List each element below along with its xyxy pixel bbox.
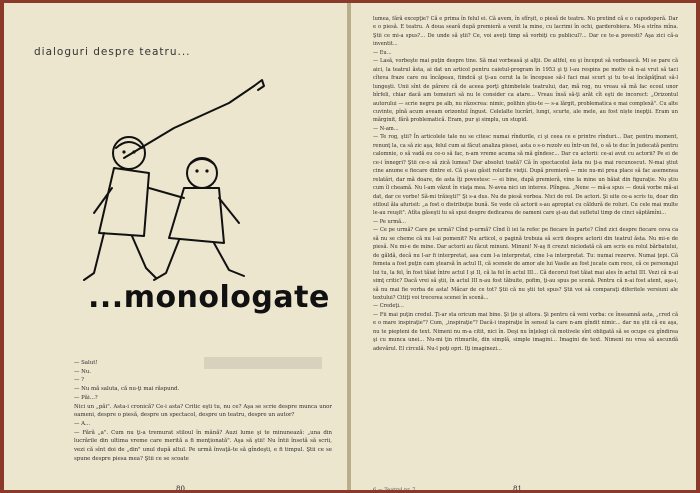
text-paragraph: — Ce pe urmă? Care pe urmă? Cînd p-urmă? Cînd îi iei la refec pe fiecare în parte? Cînd zici despre fiecare ceva ca să nu se cheme că nu l-ai pomenit? Nu articol, o pagină trebuia să scrii despre actorii din teatrul ăsta. Nu mi-e de piesă. Nu mi-e de mine. Dar actorii au făcut minuni. Minuni! N-aş fi crezut niciodată că am scris eu rolul bărbatului, de găldă, decă nu l-ar fi interpretat, asa cum l-a interpretat, cine l-a interpretat. Tu: numai rezerve. Numai ţepi. Că femeia a fost puţin cam ştearsă în actul II, că scenele de amor ale lui Vasile au fost jucate cam rece, că ce personajul lui tu, la fel, în fost tăiat între actul I şi II, că la fel în actul III... Că decorul fost tăiat mai ales în actul III. Vezi că n-ai simţ critic? Dacă vrei să ştii, în actul III n-au fost tăbuite, pofim, ţi-au spus pe scenă. Pentru că n-ai fost atent, aşa-i, să nu mai fie vorba de asta! Măcar de ce tot? Ştii că nu ştii tot spus? Ştii voi să comparaţi diferitele versiuni ale textului? Citiţi voi trecerea scenei în scenă... — [373, 227, 678, 301]
book-spread — [4, 3, 696, 490]
text-paragraph: — Te rog, ştii? În articolele tale nu se citesc numai rîndurile, ci şi ceea ce e printre rînduri... Dar, pentru moment, renunţ la, ca să zic aşa, felul cum ai făcut analiza piesei, asta o s-o rezolv eu într-un fel, o să te duc în judecată pentru calomnie, o să vadă eu ce-o să fac, n-am vreme acuma să mă gîndesc... Dar cu actorii: ce-ai avut cu actorii? Pe ei de ce-i înnegri? Ştii ce-o să zică lumea? Dar absolut toată? Că în spectacolul ăsta nu ţi-a mai recunoscut. N-mai ştiut cine anume e fiecare dintre ei. Că şi-au găsit rolurile vieţii. După premieră — mie nu-mi prea place să fac asemenea relatări, dar mă doare, de asta îţi povestesc — ei bine, după premieră, vine la mine un băiat din figuraţie. Nu ştiu cum îl cheamă. Nu l-am văzut în viaţa mea. N-avea nici un interes. Plîngea. „Nene — mă-a spus — două vorbe mă-ai dat, dar ce vorbe! Să-mi trăieşti!" Şi s-a dus. Nu de piesă vorbea. Nici de rol. De actori. Şi uite ce-a scris tu, doar din stiloul ăla afurisit: „a fost o distribuţie bună. Se vede că actorii s-au apropiat cu căldură de roluri. Cu cele mai multe le-au reuşit". Atîta găseşti tu să spui despre dedicarea de oameni care şi-au dat sufletul timp de cinci săptămîni... — [373, 134, 678, 217]
right-page — [351, 3, 696, 490]
text-line: — Eu... — [373, 49, 392, 56]
section-header: dialoguri despre teatru... — [34, 46, 191, 58]
text-line: — N-am... — [373, 125, 399, 132]
text-line: — Pe urmă... — [373, 218, 406, 225]
text-paragraph: — Fii mai puţin credul. Ţi-ar sta oricum mai bine. Şi ţie şi altora. Şi pentru că veni vorba: ce înseamnă asta, „cred că e o mare inspiraţie"? Cum, „inspiraţie"? Dacă-i inspiraţie în sensul la care n-am gîndit nimic... dar nu ştii că eu aşa, nu te piepteni de text. Nimeni nu m-a citit, nici în. Deşi nu înţelegi că motivele sînt obligată să se ocupe cu gîndirea şi cu munca unei... Nu-mi ţin ritmurile, din simplă, simple imagini... Imagini de text. Nimeni nu vrea să ascundă adevărul. El circulă. Nu-l poţi opri. Iţi imaginezi... — [373, 311, 678, 352]
text-line: — Credeţi... — [373, 303, 404, 310]
text-line: — ? — [74, 377, 84, 384]
text-paragraph: lumea, fără excepţie? Că e prima în felul ei. Că avem, în sfîrşit, o piesă de teatru. Nu pretind că e o capodoperă. Dar e o piesă. E teatru. A doua seară după premieră a venit la mine, cu lacrimi în ochi, garderobiera. Mi-a strîns mîna. Ştii ce mi-a spus?... De unde să ştii? Ce, voi aveţi timp să vorbiţi cu publicul?... Dar ce te-a povesti? Aşa zici că-a inventit... — [373, 16, 678, 48]
page-number-left: 80 — [176, 485, 185, 490]
text-line: — Nu. — [74, 368, 92, 375]
page-footer: 6 — Teatrul nr. 7 — [373, 487, 416, 490]
page-number-right: 81 — [513, 485, 522, 490]
text-paragraph: Nici un „păi". Asta-i cronică? Ce-i asta? Critic eşti tu, nu ce? Aşa se scrie despre munca unor oameni, despre o piesă, despre un spectacol, despre un teatru, despre un autor? — [74, 403, 332, 419]
text-line: — Salut! — [74, 360, 98, 366]
left-page — [4, 3, 347, 490]
text-paragraph: — Fără „a". Cum nu ţi-a tremurat stiloul în mână? Auzi lume şi te minunează: „una din lucrările din ultima vreme care merită a fi menţionată". Aşa să ştii! Nu întii însetă să scrii, vezi că sînt doi de „din" unul după altul. Pe urmă învaţă-te să gîndeşti, e fi timpul. Ştii ce se spune despre piesa mea? Ştii ce se scoate — [74, 429, 332, 462]
left-article-text — [74, 359, 332, 463]
text-line: — A... — [74, 420, 91, 427]
cartoon-illustration — [54, 58, 294, 288]
right-article-text — [373, 15, 678, 353]
text-line: — Nu mă saluta, că nu-ţi mai răspund. — [74, 386, 180, 393]
text-paragraph: — Lasă, vorbeşte mai puţin despre tine. Să mai vorbeasă şi alţii. De altfel, eu şi început să vorbească. Mi se pare că aici, la teatrul ăsta, ai dat un articol pentru caietul-program în 1953 şi ţi l-au respins pe motiv că n-ai vrut să taci cîteva fraze care nu încăpeau, fiindcă şi ţi-au cerut la le începuse să-l faci mai scurt şi tu te-ai încăpăţînat să-l lungeşti. Unii sînt de părere că de aceea porţi ghimbetele teatrului, dar, mă rog, nu vreau să mă fac ecoul unor bîrfeli, chiar dacă am temeiuri să nu le consider ca atare... Vreau însă să-ţi arăt cît eşti de incorect: „Orizontul autorului — scrie negru pe alb, nu răzocrea: nimic, polihin ştiu-te — s-a lărgit, problematica e mai complexă". Cu alte cuvinte, pînă acum aveam orizontul îngust. Celelalte lucrări, lungi, scurte, ale mele, au fost niște inepţii. Eram un mărginit, fără problematică. Eram, pur şi simplu, un stupid. — [373, 58, 678, 124]
text-line: — Păi...? — [74, 394, 98, 401]
article-title: ...monologate — [88, 280, 330, 315]
